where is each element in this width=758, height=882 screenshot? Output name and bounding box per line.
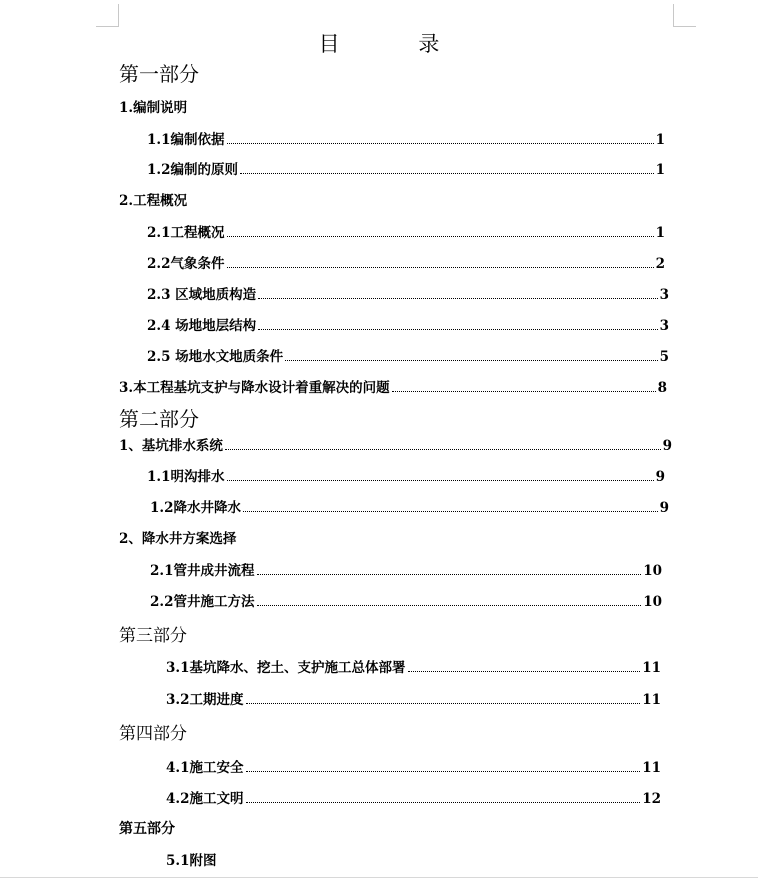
toc-entry[interactable] [147, 221, 665, 241]
toc-entry-page: 10 [643, 563, 662, 579]
toc-entry-label: 1.2降水井降水 [150, 500, 241, 516]
section-heading: 1.编制说明 [119, 100, 188, 116]
dot-leader [246, 771, 641, 772]
toc-entry[interactable] [119, 376, 667, 396]
toc-entry[interactable] [147, 283, 669, 303]
dot-leader [227, 480, 654, 481]
toc-entry[interactable] [150, 590, 662, 610]
toc-entry-page: 8 [657, 380, 667, 396]
toc-entry-page: 9 [662, 438, 672, 454]
toc-entry-label: 1.1编制依据 [147, 132, 225, 148]
toc-entry-label: 1.2编制的原则 [147, 162, 238, 178]
toc-entry[interactable] [166, 849, 217, 869]
toc-entry-page: 1 [655, 132, 665, 148]
toc-entry[interactable] [147, 158, 665, 178]
dot-leader [285, 360, 657, 361]
toc-entry-page: 10 [643, 594, 662, 610]
toc-entry-page: 9 [655, 469, 665, 485]
toc-entry-label: 5.1附图 [166, 853, 217, 869]
dot-leader [257, 605, 642, 606]
toc-entry[interactable] [150, 559, 662, 579]
toc-entry-label: 3.1基坑降水、挖土、支护施工总体部署 [166, 660, 406, 676]
toc-entry-page: 3 [659, 318, 669, 334]
toc-entry-page: 11 [642, 692, 661, 708]
part-heading: 第四部分 [119, 724, 187, 744]
dot-leader [227, 143, 654, 144]
part-heading: 第五部分 [119, 821, 175, 837]
toc-entry-label: 2.2气象条件 [147, 256, 225, 272]
toc-entry-page: 5 [659, 349, 669, 365]
dot-leader [240, 173, 654, 174]
toc-entry[interactable] [166, 787, 661, 807]
toc-entry-label: 2.5 场地水文地质条件 [147, 349, 284, 365]
toc-entry-page: 3 [659, 287, 669, 303]
toc-entry[interactable] [166, 756, 661, 776]
toc-entry[interactable] [147, 314, 669, 334]
toc-entry-label: 1.1明沟排水 [147, 469, 225, 485]
toc-entry[interactable] [119, 434, 672, 454]
section-heading: 2、降水井方案选择 [119, 531, 237, 547]
dot-leader [258, 329, 657, 330]
toc-entry-label: 2.4 场地地层结构 [147, 318, 257, 334]
crop-mark-top-left [96, 4, 119, 27]
toc-entry[interactable] [147, 465, 665, 485]
toc-title: 目 录 [318, 32, 476, 56]
toc-entry[interactable] [166, 656, 661, 676]
part-heading: 第二部分 [119, 407, 199, 431]
dot-leader [257, 574, 642, 575]
toc-entry-label: 1、基坑排水系统 [119, 438, 223, 454]
toc-entry-page: 11 [642, 660, 661, 676]
dot-leader [227, 267, 654, 268]
toc-entry[interactable] [150, 496, 669, 516]
dot-leader [225, 449, 661, 450]
toc-entry-page: 11 [642, 760, 661, 776]
toc-entry[interactable] [147, 345, 669, 365]
toc-entry-page: 12 [642, 791, 661, 807]
toc-entry-label: 4.2施工文明 [166, 791, 244, 807]
toc-entry[interactable] [147, 252, 665, 272]
toc-entry-label: 2.1工程概况 [147, 225, 225, 241]
toc-entry[interactable] [147, 128, 665, 148]
crop-mark-top-right [673, 4, 696, 27]
toc-entry-page: 9 [659, 500, 669, 516]
dot-leader [246, 703, 641, 704]
dot-leader [227, 236, 654, 237]
dot-leader [258, 298, 657, 299]
toc-entry-page: 1 [655, 225, 665, 241]
toc-entry-page: 1 [655, 162, 665, 178]
toc-entry-label: 2.3 区域地质构造 [147, 287, 257, 303]
toc-entry-label: 2.2管井施工方法 [150, 594, 255, 610]
dot-leader [243, 511, 658, 512]
toc-entry-page: 2 [655, 256, 665, 272]
dot-leader [246, 802, 641, 803]
dot-leader [392, 391, 656, 392]
part-heading: 第一部分 [119, 62, 199, 86]
dot-leader [408, 671, 641, 672]
toc-entry-label: 3.2工期进度 [166, 692, 244, 708]
toc-entry-label: 4.1施工安全 [166, 760, 244, 776]
toc-entry-label: 3.本工程基坑支护与降水设计着重解决的问题 [119, 380, 390, 396]
section-heading: 2.工程概况 [119, 193, 188, 209]
page-bottom-edge [0, 877, 758, 878]
part-heading: 第三部分 [119, 626, 187, 646]
toc-entry-label: 2.1管井成井流程 [150, 563, 255, 579]
toc-entry[interactable] [166, 688, 661, 708]
